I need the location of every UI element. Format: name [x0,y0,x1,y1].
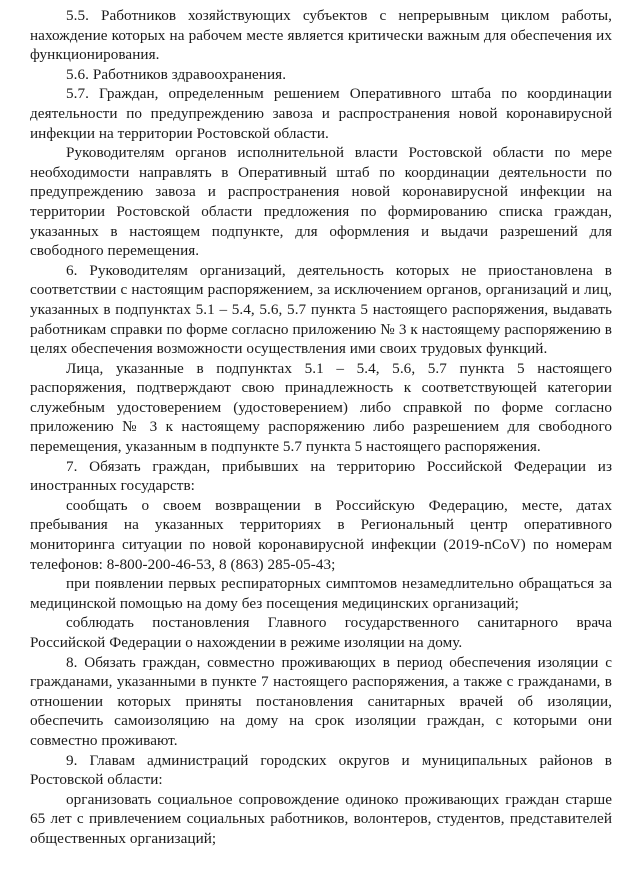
paragraph-9: 9. Главам администраций городских округов и муниципальных районов в Ростовской области: [30,751,612,789]
paragraph-5-5: 5.5. Работников хозяйствующих субъектов с непрерывным циклом работы, нахождение которых на рабочем месте является критически важным для обеспечения их функционирования. [30,7,612,64]
paragraph-7: 7. Обязать граждан, прибывших на территорию Российской Федерации из иностранных государств: [30,457,612,495]
paragraph-7-observe-isolation: соблюдать постановления Главного государственного санитарного врача Российской Федерации о нахождении в режиме изоляции на дому. [30,614,612,651]
paragraph-5-7: 5.7. Граждан, определенным решением Оперативного штаба по координации деятельности по предупреждению завоза и распространения новой коронавирусной инфекции на территории Ростовской области. [30,85,612,142]
paragraph-8: 8. Обязать граждан, совместно проживающих в период обеспечения изоляции с гражданами, указанными в пункте 7 настоящего распоряжения, а также с гражданами, в отношении которых приняты постановления санитарных врачей об изоляции, обеспечить самоизоляцию на дому на срок изоляции граждан, с которыми они совместно проживают. [30,653,612,749]
paragraph-7-report-return: сообщать о своем возвращении в Российскую Федерацию, месте, датах пребывания на указанных территориях в Региональный центр оперативного мониторинга ситуации по новой коронавирусной инфекции (2019-nCoV) по номерам телефонов: 8-800-200-46-53, 8 (863) 285-05-43; [30,496,612,573]
paragraph-9-social-support: организовать социальное сопровождение одиноко проживающих граждан старше 65 лет с привлечением социальных работников, волонтеров, студентов, представителей общественных организаций; [30,790,612,847]
paragraph-persons-confirmation: Лица, указанные в подпунктах 5.1 – 5.4, 5.6, 5.7 пункта 5 настоящего распоряжения, подтверждают свою принадлежность к соответствующей категории служебным удостоверением (удостоверением) либо справкой по форме согласно приложению № 3 к настоящему распоряжению либо разрешением для свободного перемещения, указанным в подпункте 5.7 пункта 5 настоящего распоряжения. [30,359,612,456]
paragraph-7-seek-medical-help: при появлении первых респираторных симптомов незамедлительно обращаться за медицинской помощью на дому без посещения медицинских организаций; [30,575,612,612]
paragraph-executives-instruction: Руководителям органов исполнительной власти Ростовской области по мере необходимости направлять в Оперативный штаб по координации деятельности по предупреждению завоза и распространения новой коронавирусной инфекции на территории Ростовской области предложения по формированию списка граждан, указанных в настоящем подпункте, для оформления и выдачи разрешений для свободного перемещения. [30,144,612,260]
paragraph-6: 6. Руководителям организаций, деятельность которых не приостановлена в соответствии с настоящим распоряжением, за исключением органов, организаций и лиц, указанных в подпунктах 5.1 – 5.4, 5.6, 5.7 пункта 5 настоящего распоряжения, выдавать работникам справки по форме согласно приложению № 3 к настоящему распоряжению в целях обеспечения возможности осуществления ими своих трудовых функций. [30,261,612,358]
paragraph-5-6: 5.6. Работников здравоохранения. [66,65,287,83]
